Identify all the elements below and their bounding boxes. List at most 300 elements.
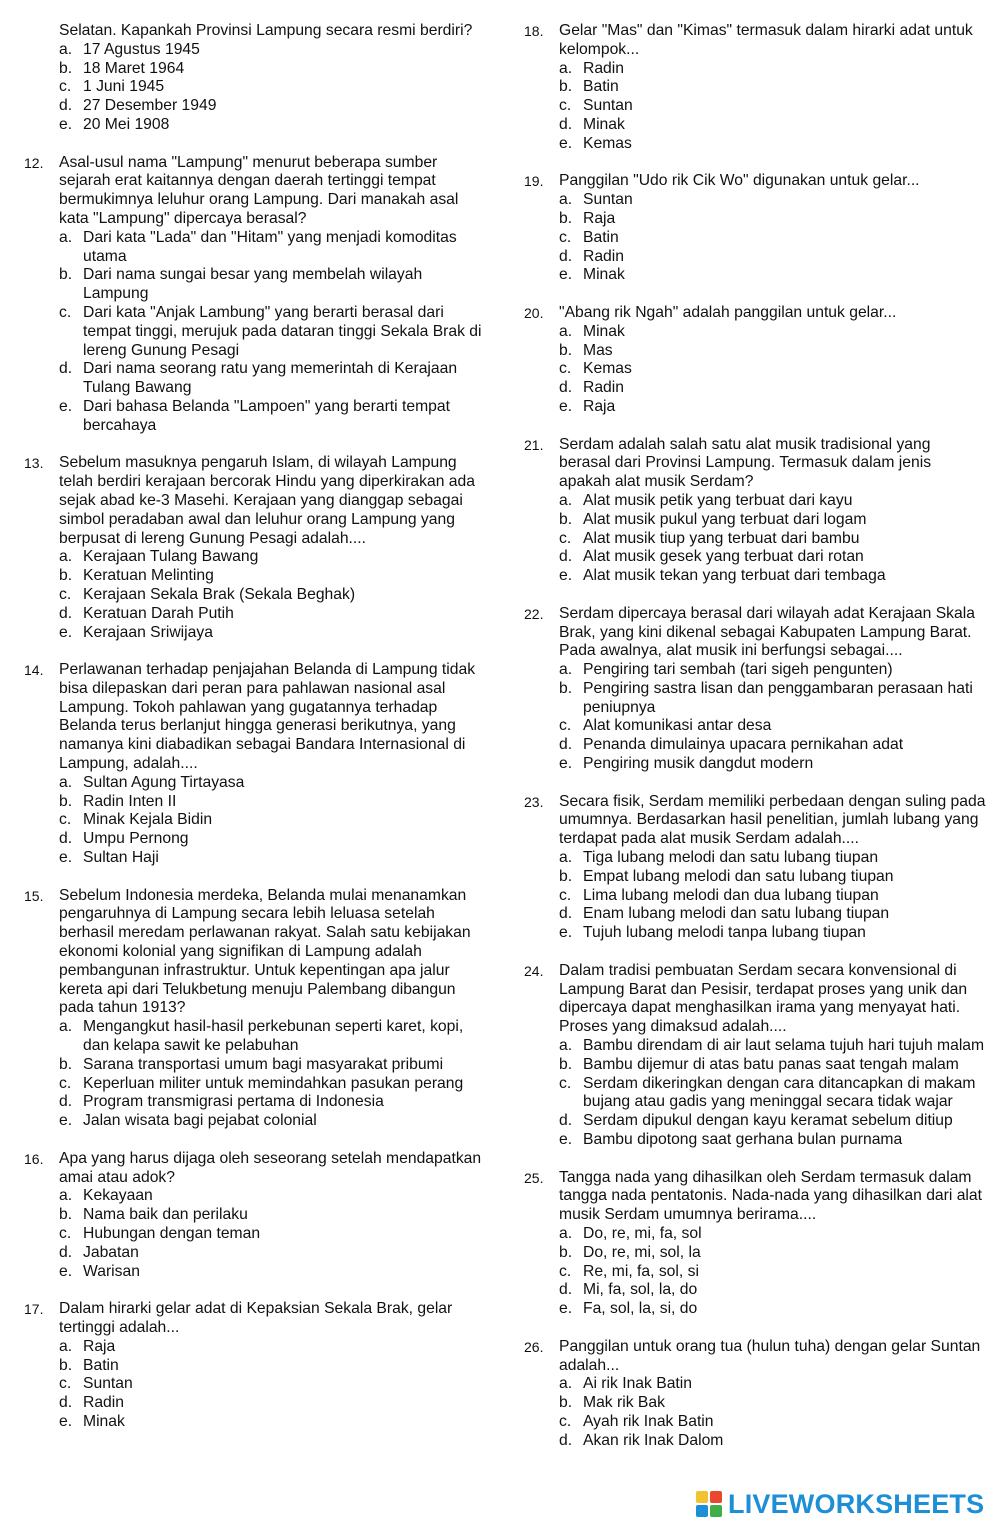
option-text: Radin [83, 1394, 124, 1412]
option-text: Serdam dikeringkan dengan cara ditancapkan di makam bujang atau gadis yang meninggal secara tidak wajar [583, 1074, 976, 1111]
option-letter: e. [559, 1300, 573, 1318]
option-text: Minak [83, 1412, 125, 1430]
option-letter: b. [559, 1243, 573, 1261]
option-text: Pengiring sastra lisan dan penggambaran perasaan hati peniupnya [583, 679, 973, 716]
question-number: 13. [24, 455, 44, 472]
option-letter: a. [59, 1337, 73, 1355]
question-text: Apa yang harus dijaga oleh seseorang setelah mendapatkan amai atau adok? [59, 1149, 482, 1186]
answer-option [559, 323, 986, 342]
question-row [24, 154, 486, 229]
question-number: 12. [24, 154, 44, 171]
option-letter: a. [559, 322, 573, 340]
answer-option [559, 1413, 986, 1432]
answer-option [59, 229, 486, 267]
answer-option [59, 567, 486, 586]
option-letter: c. [59, 78, 72, 96]
option-letter: d. [59, 360, 73, 378]
question [24, 887, 486, 1131]
option-letter: e. [559, 266, 573, 284]
answer-option [59, 116, 486, 135]
option-text: Enam lubang melodi dan satu lubang tiupan [583, 905, 890, 923]
watermark-text: LIVEWORKSHEETS [728, 1488, 985, 1519]
answer-option [559, 1056, 986, 1075]
option-letter: d. [559, 1281, 573, 1299]
answer-option [59, 266, 486, 304]
option-letter: a. [559, 1375, 573, 1393]
question-number: 18. [524, 23, 544, 39]
question-text: Gelar "Mas" dan "Kimas" termasuk dalam hirarki adat untuk kelompok... [559, 22, 973, 58]
option-text: Alat musik pukul yang terbuat dari logam [583, 510, 867, 528]
option-letter: e. [559, 924, 573, 942]
question [24, 22, 486, 135]
option-letter: b. [559, 209, 573, 227]
question-row [524, 304, 986, 323]
option-text: Fa, sol, la, si, do [583, 1300, 698, 1318]
option-text: 27 Desember 1949 [83, 97, 217, 115]
answer-option [59, 304, 486, 360]
option-text: Serdam dipukul dengan kayu keramat sebelum ditiup [583, 1112, 953, 1130]
option-letter: d. [559, 1112, 573, 1130]
option-text: Raja [583, 397, 616, 415]
question-row [24, 1300, 486, 1338]
answer-option [559, 1244, 986, 1263]
option-letter: a. [59, 773, 73, 791]
option-letter: c. [559, 1074, 572, 1092]
question-number: 16. [24, 1150, 44, 1167]
question-number: 25. [524, 1169, 544, 1186]
option-text: Umpu Pernong [83, 830, 189, 848]
option-letter: d. [559, 379, 573, 397]
option-letter: a. [559, 491, 573, 509]
option-text: Minak Kejala Bidin [83, 811, 213, 829]
option-text: Dari nama sungai besar yang membelah wilayah Lampung [83, 266, 423, 303]
option-letter: b. [59, 1356, 73, 1374]
option-letter: c. [59, 1225, 72, 1242]
question-text: Selatan. Kapankah Provinsi Lampung secara resmi berdiri? [59, 22, 473, 39]
option-text: Alat musik petik yang terbuat dari kayu [583, 491, 853, 509]
question-text: Sebelum Indonesia merdeka, Belanda mulai menanamkan pengaruhnya di Lampung secara lebih leluasa setelah berhasil meredam perlawanan rakyat. Salah satu kebijakan ekonomi kolonial yang signifikan di Lampung adalah pembangunan infrastruktur. Untuk kepentingan apa jalur kereta api dari Telukbetung menuju Palembang dibangun pada tahun 1913? [59, 886, 471, 1017]
question-text: Serdam dipercaya berasal dari wilayah adat Kerajaan Skala Brak, yang kini dikenal sebagai Kabupaten Lampung Barat. Pada awalnya, alat musik ini berfungsi sebagai.... [559, 604, 975, 660]
answer-option [559, 78, 986, 97]
answer-option [559, 868, 986, 887]
answer-option [559, 1037, 986, 1056]
option-text: Batin [583, 78, 619, 96]
answer-option [559, 567, 986, 586]
option-letter: a. [559, 59, 573, 77]
option-text: Alat musik tekan yang terbuat dari tembaga [583, 567, 886, 585]
question [524, 172, 986, 285]
option-text: Kemas [583, 360, 632, 378]
question-number [24, 22, 59, 41]
option-letter: b. [559, 1055, 573, 1073]
question-row [24, 887, 486, 1019]
option-letter: a. [559, 1037, 573, 1055]
question-number: 17. [24, 1301, 44, 1318]
option-text: Radin [583, 59, 624, 77]
option-letter: c. [59, 1375, 72, 1393]
answer-option [59, 811, 486, 830]
option-text: Kemas [583, 134, 632, 152]
answer-option [59, 1075, 486, 1094]
answer-option [59, 1375, 486, 1394]
question-number: 19. [524, 173, 544, 190]
option-letter: b. [59, 266, 73, 284]
option-text: Bambu dipotong saat gerhana bulan purnama [583, 1131, 903, 1149]
option-letter: d. [559, 115, 573, 133]
question-number: 26. [524, 1338, 544, 1355]
option-letter: b. [559, 78, 573, 96]
option-text: Mas [583, 341, 613, 359]
option-text: Sultan Haji [83, 849, 159, 867]
answer-option [559, 379, 986, 398]
option-text: Suntan [583, 97, 633, 115]
option-text: Minak [583, 322, 625, 340]
question [24, 1150, 486, 1282]
option-text: Mengangkut hasil-hasil perkebunan seperti karet, kopi, dan kelapa sawit ke pelabuhan [83, 1018, 464, 1055]
question [524, 962, 986, 1150]
option-letter: b. [559, 510, 573, 528]
question [524, 304, 986, 417]
question [24, 154, 486, 436]
option-text: Minak [583, 266, 625, 284]
answer-option [59, 1338, 486, 1357]
answer-option [559, 924, 986, 943]
answer-option [59, 624, 486, 643]
option-letter: e. [559, 397, 573, 415]
answer-option [59, 548, 486, 567]
left-column [24, 22, 486, 1451]
answer-option [59, 78, 486, 97]
option-letter: e. [59, 623, 73, 641]
option-text: Bambu direndam di air laut selama tujuh hari tujuh malam [583, 1037, 985, 1055]
option-text: Alat musik gesek yang terbuat dari rotan [583, 548, 864, 566]
option-text: Mak rik Bak [583, 1394, 665, 1412]
option-letter: e. [59, 397, 73, 415]
answer-option [59, 97, 486, 116]
option-text: Radin [583, 379, 624, 397]
option-letter: b. [559, 341, 573, 359]
option-letter: c. [559, 360, 572, 378]
option-text: Dari bahasa Belanda "Lampoen" yang berarti tempat bercahaya [83, 397, 450, 434]
answer-option [59, 360, 486, 398]
question-number: 20. [524, 304, 544, 321]
option-text: Suntan [83, 1375, 133, 1393]
question-row [524, 22, 986, 60]
option-text: Nama baik dan perilaku [83, 1206, 248, 1224]
option-letter: c. [59, 811, 72, 829]
answer-option [559, 266, 986, 285]
option-letter: b. [559, 679, 573, 697]
question-row [24, 1150, 486, 1188]
question-text: Secara fisik, Serdam memiliki perbedaan dengan suling pada umumnya. Berdasarkan hasil penelitian, jumlah lubang yang terdapat pada alat musik Serdam adalah.... [559, 792, 986, 848]
option-text: Kerajaan Tulang Bawang [83, 548, 259, 566]
question [524, 436, 986, 586]
option-text: Warisan [83, 1262, 140, 1280]
answer-option [559, 248, 986, 267]
answer-option [59, 774, 486, 793]
option-letter: d. [59, 604, 73, 622]
option-letter: a. [59, 228, 73, 246]
answer-option [559, 680, 986, 718]
answer-option [559, 1300, 986, 1319]
option-text: Empat lubang melodi dan satu lubang tiupan [583, 867, 894, 885]
answer-option [59, 398, 486, 436]
right-column [524, 22, 986, 1469]
answer-option [59, 1225, 486, 1244]
question-row [524, 1169, 986, 1225]
option-text: Raja [583, 209, 616, 227]
answer-option [559, 1263, 986, 1282]
option-text: Suntan [583, 191, 633, 209]
option-letter: d. [59, 1093, 73, 1111]
option-text: Radin [583, 247, 624, 265]
option-text: Raja [83, 1337, 116, 1355]
question-number: 14. [24, 662, 44, 679]
option-text: Kekayaan [83, 1187, 153, 1205]
option-text: Batin [83, 1356, 119, 1374]
answer-option [59, 1206, 486, 1225]
option-letter: b. [559, 1394, 573, 1412]
answer-option [559, 492, 986, 511]
option-letter: e. [559, 1131, 573, 1149]
option-text: Akan rik Inak Dalom [583, 1431, 724, 1449]
answer-option [559, 360, 986, 379]
option-letter: d. [59, 830, 73, 848]
answer-option [59, 41, 486, 60]
option-text: Hubungan dengan teman [83, 1225, 261, 1242]
answer-option [59, 1394, 486, 1413]
option-letter: d. [559, 247, 573, 265]
option-letter: c. [559, 228, 572, 246]
option-letter: a. [559, 191, 573, 209]
option-letter: d. [559, 905, 573, 923]
option-text: Kerajaan Sriwijaya [83, 623, 213, 641]
option-text: 17 Agustus 1945 [83, 40, 200, 58]
answer-option [59, 1357, 486, 1376]
option-text: Jabatan [83, 1243, 139, 1261]
answer-option [559, 1112, 986, 1131]
answer-option [559, 736, 986, 755]
option-text: Mi, fa, sol, la, do [583, 1281, 698, 1299]
option-text: Ai rik Inak Batin [583, 1375, 692, 1393]
answer-option [559, 717, 986, 736]
option-letter: e. [559, 134, 573, 152]
option-letter: c. [559, 1412, 572, 1430]
answer-option [59, 1244, 486, 1263]
option-text: Keperluan militer untuk memindahkan pasukan perang [83, 1074, 464, 1092]
question-row [524, 1338, 986, 1376]
option-letter: a. [559, 1225, 573, 1242]
question-text: Perlawanan terhadap penjajahan Belanda di Lampung tidak bisa dilepaskan dari peran para pahlawan nasional asal Lampung. Tokoh pahlawan yang gugatannya terhadap Belanda terus berlanjut hingga generasi berikutnya, yang namanya kini diabadikan sebagai Bandara Internasional di Lampung, adalah.... [59, 661, 476, 773]
option-letter: b. [59, 1206, 73, 1224]
question [524, 1169, 986, 1319]
option-letter: c. [559, 97, 572, 115]
option-letter: d. [559, 736, 573, 754]
answer-option [559, 1432, 986, 1451]
answer-option [559, 905, 986, 924]
option-letter: b. [59, 792, 73, 810]
option-text: Sarana transportasi umum bagi masyarakat pribumi [83, 1055, 444, 1073]
answer-option [559, 1281, 986, 1300]
option-letter: e. [59, 849, 73, 867]
option-text: Kerajaan Sekala Brak (Sekala Beghak) [83, 585, 356, 603]
option-text: Dari nama seorang ratu yang memerintah di Kerajaan Tulang Bawang [83, 360, 458, 397]
liveworksheets-watermark [694, 1489, 984, 1519]
option-text: Do, re, mi, fa, sol [583, 1225, 702, 1242]
question-text: Panggilan untuk orang tua (hulun tuha) dengan gelar Suntan adalah... [559, 1337, 981, 1374]
option-letter: b. [59, 59, 73, 77]
question-row [524, 793, 986, 849]
option-text: Ayah rik Inak Batin [583, 1412, 714, 1430]
question-text: "Abang rik Ngah" adalah panggilan untuk gelar... [559, 303, 897, 321]
answer-option [559, 191, 986, 210]
answer-option [59, 849, 486, 868]
option-text: Dari kata "Lada" dan "Hitam" yang menjadi komoditas utama [83, 228, 457, 265]
option-letter: a. [559, 661, 573, 679]
answer-option [559, 60, 986, 79]
answer-option [559, 97, 986, 116]
question-number: 23. [524, 793, 544, 810]
option-text: Minak [583, 115, 625, 133]
option-text: Penanda dimulainya upacara pernikahan adat [583, 736, 904, 754]
question-number: 22. [524, 605, 544, 622]
option-text: 20 Mei 1908 [83, 115, 170, 133]
answer-option [559, 342, 986, 361]
question-row [24, 661, 486, 774]
question [24, 1300, 486, 1432]
option-letter: b. [559, 867, 573, 885]
answer-option [559, 755, 986, 774]
option-text: Dari kata "Anjak Lambung" yang berarti berasal dari tempat tinggi, merujuk pada dataran tinggi Sekala Brak di lereng Gunung Pesagi [83, 303, 482, 359]
question-row [524, 605, 986, 661]
answer-option [559, 229, 986, 248]
answer-option [559, 1375, 986, 1394]
option-text: Batin [583, 228, 619, 246]
question-number: 21. [524, 436, 544, 453]
question-text: Panggilan "Udo rik Cik Wo" digunakan untuk gelar... [559, 172, 920, 190]
question-number: 15. [24, 887, 44, 904]
answer-option [559, 210, 986, 229]
answer-option [59, 1018, 486, 1056]
option-letter: c. [59, 1074, 72, 1092]
option-text: 1 Juni 1945 [83, 78, 165, 96]
option-letter: b. [59, 567, 73, 585]
option-letter: d. [59, 97, 73, 115]
question-text: Asal-usul nama "Lampung" menurut beberapa sumber sejarah erat kaitannya dengan daerah tertinggi tempat bermukimnya leluhur orang Lampung. Dari manakah asal kata "Lampung" dipercaya berasal? [59, 153, 459, 227]
answer-option [59, 1112, 486, 1131]
answer-option [59, 1093, 486, 1112]
question [524, 1338, 986, 1451]
option-letter: c. [59, 585, 72, 603]
option-letter: d. [59, 1243, 73, 1261]
answer-option [559, 511, 986, 530]
answer-option [59, 586, 486, 605]
option-letter: e. [59, 1262, 73, 1280]
option-text: Re, mi, fa, sol, si [583, 1262, 699, 1280]
answer-option [559, 398, 986, 417]
question-row [24, 22, 486, 41]
question [524, 22, 986, 154]
option-letter: a. [59, 1187, 73, 1205]
answer-option [559, 849, 986, 868]
option-letter: d. [59, 1394, 73, 1412]
option-text: Keratuan Melinting [83, 567, 214, 585]
question-row [524, 436, 986, 492]
question [524, 605, 986, 774]
option-text: Keratuan Darah Putih [83, 604, 234, 622]
option-letter: c. [559, 1262, 572, 1280]
option-text: Jalan wisata bagi pejabat colonial [83, 1112, 317, 1130]
question-row [524, 172, 986, 191]
question-text: Serdam adalah salah satu alat musik tradisional yang berasal dari Provinsi Lampung. Termasuk dalam jenis apakah alat musik Serdam? [559, 435, 932, 491]
answer-option [559, 135, 986, 154]
option-letter: e. [59, 1112, 73, 1130]
answer-option [59, 60, 486, 79]
option-letter: e. [59, 1412, 73, 1430]
answer-option [559, 116, 986, 135]
option-letter: a. [59, 40, 73, 58]
answer-option [559, 1394, 986, 1413]
question [524, 793, 986, 943]
option-letter: e. [559, 755, 573, 773]
answer-option [59, 793, 486, 812]
question-text: Dalam tradisi pembuatan Serdam secara konvensional di Lampung Barat dan Pesisir, terdapat proses yang unik dan dipercaya dapat menghasilkan irama yang menyayat hati. Proses yang dimaksud adalah.... [559, 961, 968, 1036]
option-text: Pengiring tari sembah (tari sigeh pengunten) [583, 661, 893, 679]
question-text: Tangga nada yang dihasilkan oleh Serdam termasuk dalam tangga nada pentatonis. Nada-nada yang dihasilkan dari alat musik Serdam umumnya berirama.... [559, 1168, 983, 1224]
question-row [24, 454, 486, 548]
answer-option [59, 830, 486, 849]
option-text: Pengiring musik dangdut modern [583, 755, 814, 773]
option-text: Program transmigrasi pertama di Indonesia [83, 1093, 384, 1111]
option-letter: a. [59, 1018, 73, 1036]
option-letter: d. [559, 1431, 573, 1449]
question-text: Dalam hirarki gelar adat di Kepaksian Sekala Brak, gelar tertinggi adalah... [59, 1300, 453, 1336]
question [24, 454, 486, 642]
option-letter: d. [559, 548, 573, 566]
option-text: Alat musik tiup yang terbuat dari bambu [583, 529, 860, 547]
option-letter: c. [559, 886, 572, 904]
option-letter: c. [559, 529, 572, 547]
option-text: Alat komunikasi antar desa [583, 717, 772, 735]
answer-option [559, 530, 986, 549]
answer-option [559, 1225, 986, 1244]
option-text: Lima lubang melodi dan dua lubang tiupan [583, 886, 879, 904]
option-text: Sultan Agung Tirtayasa [83, 773, 245, 791]
option-text: 18 Maret 1964 [83, 59, 185, 77]
option-letter: b. [59, 1055, 73, 1073]
option-letter: e. [559, 567, 573, 585]
answer-option [59, 605, 486, 624]
liveworksheets-logo-icon [694, 1489, 724, 1519]
option-text: Radin Inten II [83, 792, 177, 810]
answer-option [59, 1413, 486, 1432]
option-text: Do, re, mi, sol, la [583, 1243, 701, 1261]
option-letter: e. [59, 115, 73, 133]
option-letter: a. [559, 849, 573, 867]
answer-option [59, 1187, 486, 1206]
option-text: Bambu dijemur di atas batu panas saat tengah malam [583, 1055, 959, 1073]
answer-option [559, 661, 986, 680]
option-letter: a. [59, 548, 73, 566]
question-text: Sebelum masuknya pengaruh Islam, di wilayah Lampung telah berdiri kerajaan bercorak Hindu yang diperkirakan ada sejak abad ke-3 Masehi. Kerajaan yang dianggap sebagai simbol peradaban awal dan leluhur orang Lampung yang berpusat di lereng Gunung Pesagi adalah.... [59, 454, 475, 547]
option-letter: c. [59, 303, 72, 321]
answer-option [559, 1131, 986, 1150]
question [24, 661, 486, 868]
answer-option [559, 1075, 986, 1113]
answer-option [59, 1056, 486, 1075]
answer-option [559, 548, 986, 567]
question-number: 24. [524, 962, 544, 979]
